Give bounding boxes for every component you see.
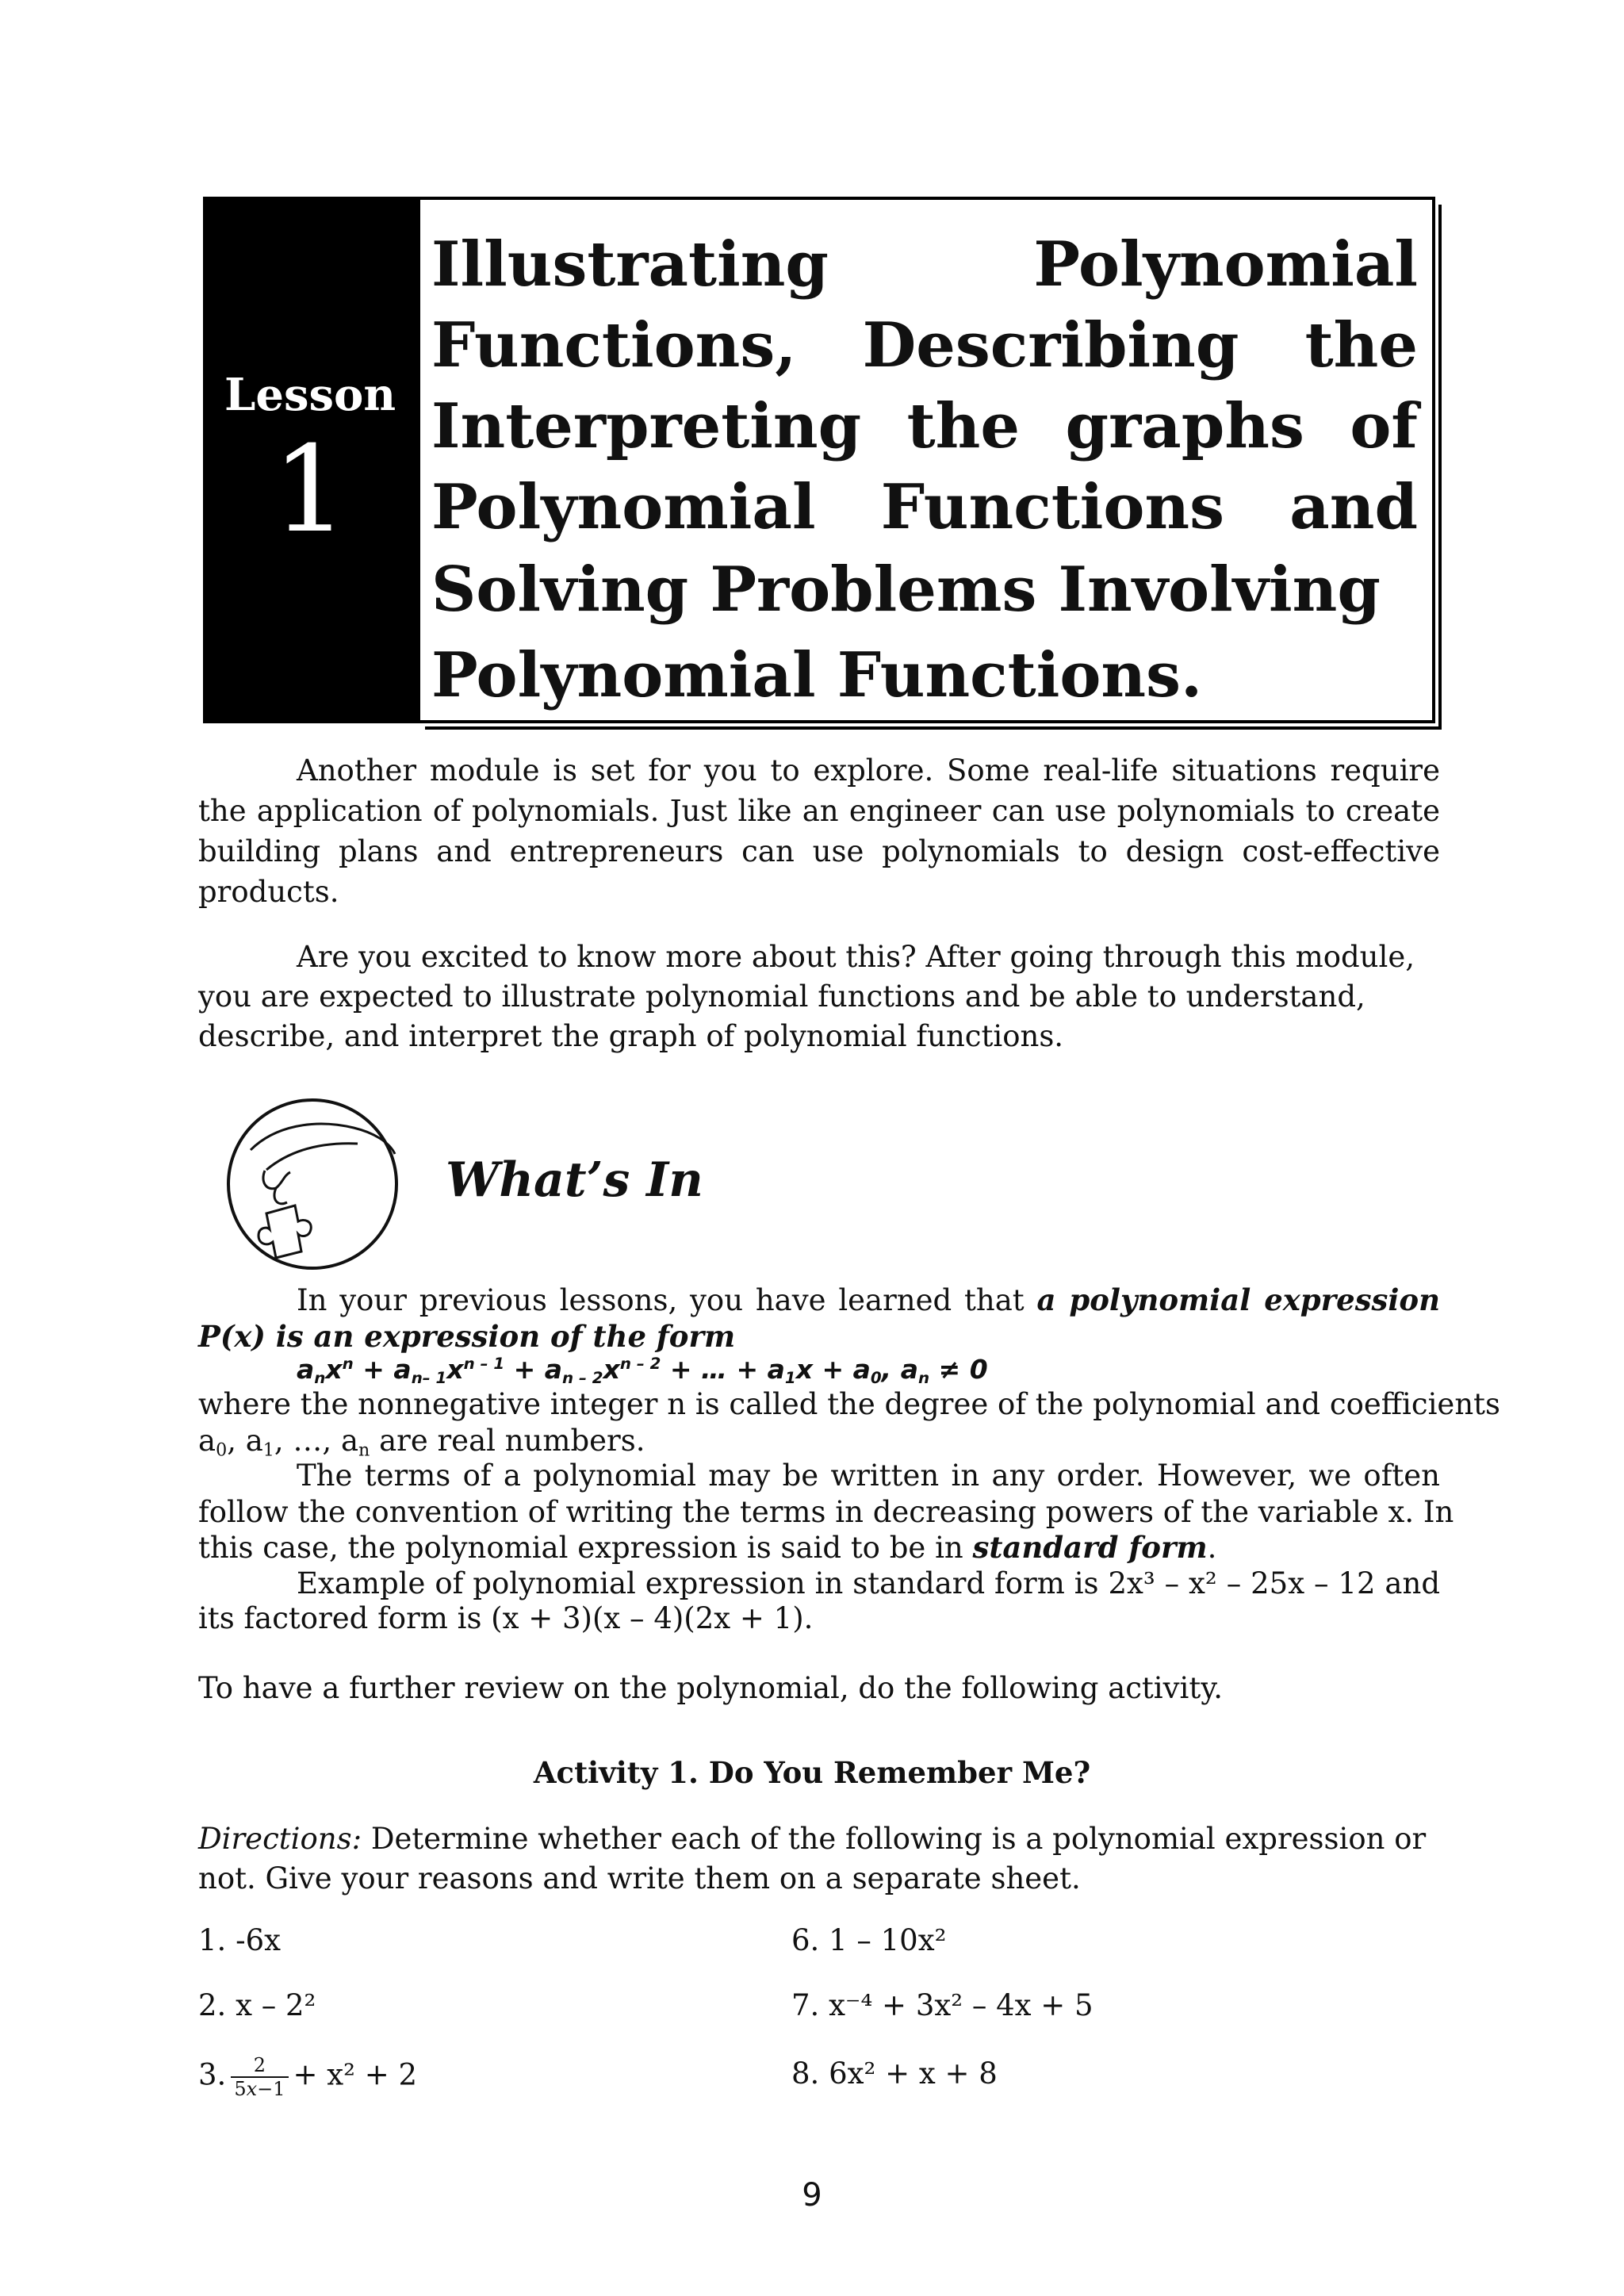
page-number: 9 bbox=[802, 2177, 822, 2214]
activity-item-8: 8. 6x² + x + 8 bbox=[791, 2056, 998, 2091]
activity-item-7: 7. x⁻⁴ + 3x² – 4x + 5 bbox=[791, 1988, 1094, 2022]
whats-in-where-line-1: where the nonnegative integer n is called the degree of the polynomial and coefficients bbox=[198, 1387, 1501, 1421]
activity-title: Activity 1. Do You Remember Me? bbox=[533, 1755, 1091, 1790]
hand-puzzle-piece-icon bbox=[219, 1094, 406, 1274]
title-line-6: Polynomial Functions. bbox=[431, 639, 1203, 711]
intro-paragraph-2-line-2: you are expected to illustrate polynomial functions and be able to understand, bbox=[198, 979, 1365, 1014]
activity-item-3: 3. $\frac{2}{\text{5𝑥−1}}$ + x² + 2 bbox=[198, 2054, 418, 2100]
intro-paragraph-1: Another module is set for you to explore. Some real-life situations require the application of polynomials. Just like an engineer can use polynomials to create building plans and entrepreneurs can use polynomials to design cost-effective products. bbox=[198, 753, 1440, 909]
lesson-badge bbox=[203, 197, 417, 723]
activity-item-1: 1. -6x bbox=[198, 1923, 281, 1957]
activity-item-3-fraction: $\frac{2}{\text{5𝑥−1}}$ bbox=[231, 2054, 288, 2100]
title-line-3: Interpreting the graphs of bbox=[431, 390, 1418, 462]
title-line-5: Solving Problems Involving bbox=[431, 554, 1381, 626]
whats-in-terms-line-1: The terms of a polynomial may be written in any order. However, we often bbox=[297, 1458, 1440, 1493]
title-line-1: Illustrating Polynomial bbox=[431, 228, 1418, 301]
whats-in-line-2: P(x) is an expression of the form bbox=[198, 1319, 736, 1354]
whats-in-where-line-2: $a_0$, $a_1$, …, $a_n$ are real numbers. bbox=[198, 1424, 645, 1461]
intro-paragraph-2-line-3: describe, and interpret the graph of polynomial functions. bbox=[198, 1019, 1064, 1053]
polynomial-general-form: $a_nx^n + a_{n- 1}x^{n - 1} + a_{n - 2}x^{n - 2}$ + … + $a_1x + a_0$, $a_n \ne 0$ bbox=[297, 1354, 988, 1387]
whats-in-line-1: In your previous lessons, you have learned that a polynomial expression bbox=[297, 1282, 1440, 1317]
directions-line-1: Directions: Determine whether each of the following is a polynomial expression or bbox=[198, 1822, 1427, 1856]
whats-in-example-line-2: its factored form is (x + 3)(x – 4)(2x + 1). bbox=[198, 1601, 814, 1635]
whats-in-title: What’s In bbox=[446, 1152, 703, 1208]
whats-in-terms-line-3: this case, the polynomial expression is said to be in standard form. bbox=[198, 1530, 1217, 1565]
lesson-label: Lesson bbox=[224, 369, 396, 421]
whats-in-terms-line-2: follow the convention of writing the terms in decreasing powers of the variable x. In bbox=[198, 1495, 1454, 1529]
activity-item-6: 6. 1 – 10x² bbox=[791, 1923, 947, 1957]
whats-in-example-line-1: Example of polynomial expression in standard form is 2x³ – x² – 25x – 12 and bbox=[297, 1566, 1440, 1600]
title-line-2: Functions, Describing the bbox=[431, 309, 1418, 381]
intro-paragraph-2-line-1: Are you excited to know more about this? After going through this module, bbox=[297, 940, 1415, 974]
directions-line-2: not. Give your reasons and write them on a separate sheet. bbox=[198, 1861, 1081, 1895]
review-instruction: To have a further review on the polynomial, do the following activity. bbox=[198, 1671, 1223, 1705]
title-line-4: Polynomial Functions and bbox=[431, 471, 1418, 543]
lesson-title-box bbox=[417, 197, 1435, 723]
activity-item-2: 2. x – 2² bbox=[198, 1988, 316, 2022]
lesson-number: 1 bbox=[272, 421, 348, 559]
